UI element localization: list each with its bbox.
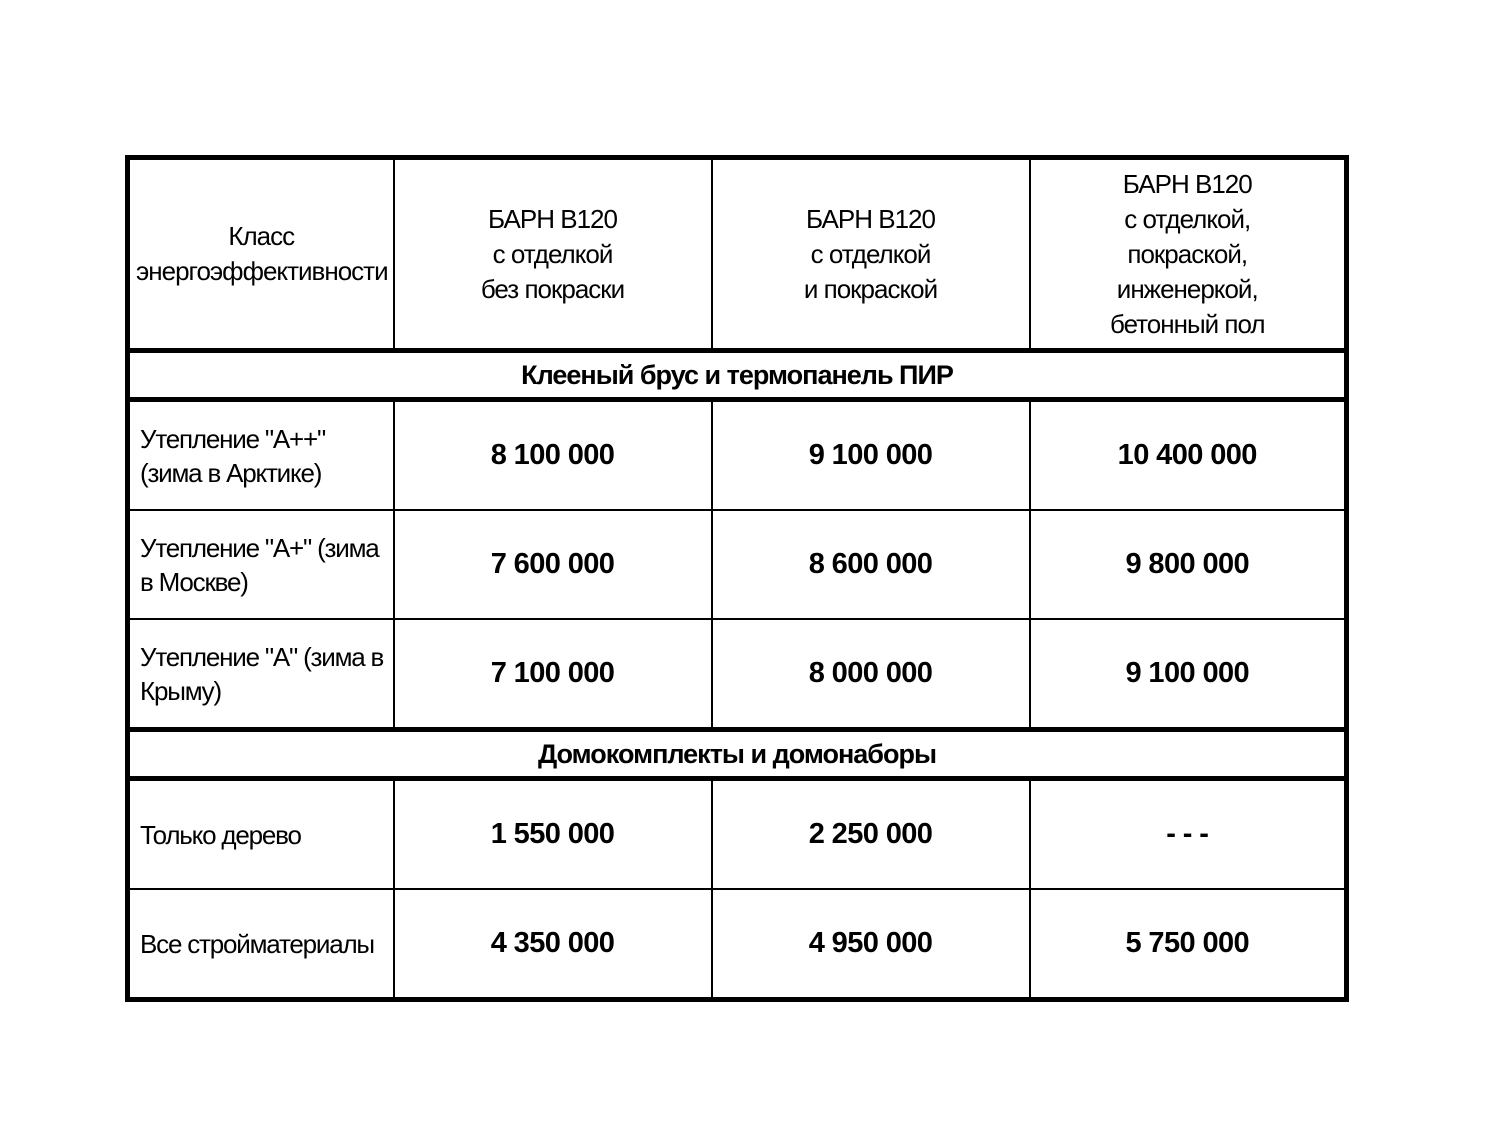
row-label: Утепление "А+" (зима в Москве) xyxy=(128,510,394,619)
header-energy-class xyxy=(128,158,394,351)
row-label: Только дерево xyxy=(128,779,394,890)
price-cell: 9 100 000 xyxy=(712,400,1030,511)
header-column-line: с отделкой xyxy=(492,238,613,269)
price-table xyxy=(125,155,1349,1002)
section-row-house-kits xyxy=(128,730,1347,779)
price-cell: 1 550 000 xyxy=(394,779,712,890)
price-cell: 9 800 000 xyxy=(1030,510,1347,619)
price-cell: 4 950 000 xyxy=(712,889,1030,1000)
header-label-line: энергоэффективности xyxy=(136,256,388,286)
row-label: Все стройматериалы xyxy=(128,889,394,1000)
header-column-line: покраской, xyxy=(1127,238,1248,269)
header-column-line: БАРН В120 xyxy=(806,203,935,234)
header-column-line: с отделкой xyxy=(810,238,931,269)
header-column-line: БАРН В120 xyxy=(1122,168,1252,199)
row-label: Утепление "А" (зима в Крыму) xyxy=(128,619,394,730)
price-cell: 5 750 000 xyxy=(1030,889,1347,1000)
table-row xyxy=(128,400,1347,511)
table-row xyxy=(128,510,1347,619)
price-cell: 2 250 000 xyxy=(712,779,1030,890)
header-column-2 xyxy=(712,158,1030,351)
price-cell: 8 000 000 xyxy=(712,619,1030,730)
header-column-line: инженеркой, xyxy=(1116,273,1258,304)
price-cell: 7 100 000 xyxy=(394,619,712,730)
price-cell: 7 600 000 xyxy=(394,510,712,619)
header-column-3 xyxy=(1030,158,1347,351)
header-row xyxy=(128,158,1347,351)
price-cell: 10 400 000 xyxy=(1030,400,1347,511)
header-column-line: и покраской xyxy=(803,273,938,304)
section-title: Домокомплекты и домонаборы xyxy=(128,730,1347,779)
header-column-line: БАРН В120 xyxy=(488,203,617,234)
price-cell: 9 100 000 xyxy=(1030,619,1347,730)
header-column-line: бетонный пол xyxy=(1109,308,1265,339)
table-row xyxy=(128,619,1347,730)
header-column-line: без покраски xyxy=(480,273,625,304)
price-cell: - - - xyxy=(1030,779,1347,890)
table-row xyxy=(128,779,1347,890)
price-cell: 8 600 000 xyxy=(712,510,1030,619)
section-title: Клееный брус и термопанель ПИР xyxy=(128,351,1347,400)
header-label-line: Класс xyxy=(228,221,295,251)
price-cell: 4 350 000 xyxy=(394,889,712,1000)
section-row-glulam xyxy=(128,351,1347,400)
row-label: Утепление "А++" (зима в Арктике) xyxy=(128,400,394,511)
price-cell: 8 100 000 xyxy=(394,400,712,511)
header-column-line: с отделкой, xyxy=(1124,203,1251,234)
table-row xyxy=(128,889,1347,1000)
header-column-1 xyxy=(394,158,712,351)
